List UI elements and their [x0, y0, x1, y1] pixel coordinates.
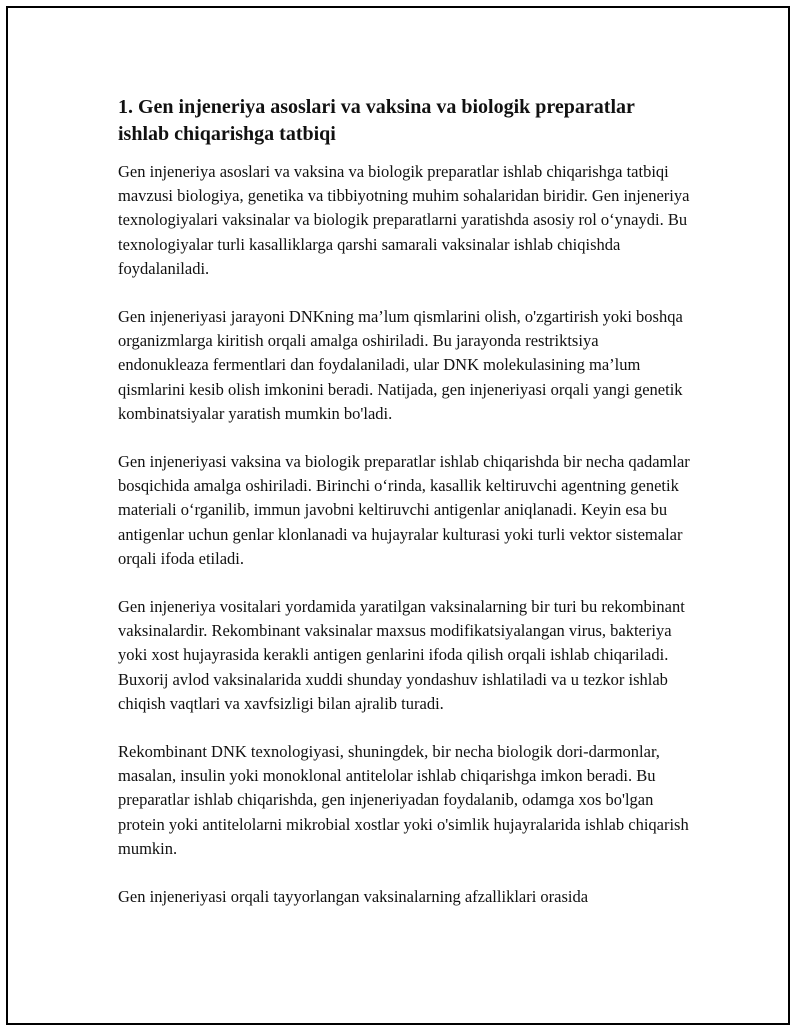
paragraph: Gen injeneriyasi jarayoni DNKning ma’lum qismlarini olish, o'zgartirish yoki boshqa organizmlarga kiritish orqali amalga oshiriladi. Bu jarayonda restriktsiya endonukleaza fermentlari dan foydalaniladi, ular DNK molekulasining ma’lum qismlarini kesib olish imkonini beradi. Natijada, gen injeneriyasi orqali yangi genetik kombinatsiyalar yaratish mumkin bo'ladi.: [118, 307, 683, 423]
paragraph: Rekombinant DNK texnologiyasi, shuningdek, bir necha biologik dori-darmonlar, masalan, insulin yoki monoklonal antitelolar ishlab chiqarishga imkon beradi. Bu preparatlar ishlab chiqarishda, gen injeneriyadan foydalanib, odamga xos bo'lgan protein yoki antitelolarni mikrobial xostlar yoki o'simlik hujayralarida ishlab chiqarish mumkin.: [118, 742, 689, 858]
paragraph: Gen injeneriya asoslari va vaksina va biologik preparatlar ishlab chiqarishga tatbiqi mavzusi biologiya, genetika va tibbiyotning muhim sohalaridan biridir. Gen injeneriya texnologiyalari vaksinalar va biologik preparatlarni yaratishda asosiy rol o‘ynaydi. Bu texnologiyalar turli kasalliklarga qarshi samarali vaksinalar ishlab chiqishda foydalaniladi.: [118, 162, 690, 278]
document-body: [118, 94, 690, 933]
paragraph: Gen injeneriyasi orqali tayyorlangan vaksinalarning afzalliklari orasida: [118, 887, 589, 907]
section-heading: 1. Gen injeneriya asoslari va vaksina va biologik preparatlar ishlab chiqarishga tatbiqi: [118, 96, 635, 145]
paragraph: Gen injeneriyasi vaksina va biologik preparatlar ishlab chiqarishda bir necha qadamlar bosqichida amalga oshiriladi. Birinchi o‘rinda, kasallik keltiruvchi agentning genetik materiali o‘rganilib, immun javobni keltiruvchi antigenlar aniqlanadi. Keyin esa bu antigenlar uchun genlar klonlanadi va hujayralar kulturasi yoki turli vektor sistemalar orqali ifoda etiladi.: [118, 452, 690, 568]
paragraph: Gen injeneriya vositalari yordamida yaratilgan vaksinalarning bir turi bu rekombinant vaksinalardir. Rekombinant vaksinalar maxsus modifikatsiyalangan virus, bakteriya yoki xost hujayrasida kerakli antigen genlarini ifoda qilish orqali ishlab chiqariladi. Buxorij avlod vaksinalarida xuddi shunday yondashuv ishlatiladi va u tezkor ishlab chiqish vaqtlari va xavfsizligi bilan ajralib turadi.: [118, 597, 685, 713]
